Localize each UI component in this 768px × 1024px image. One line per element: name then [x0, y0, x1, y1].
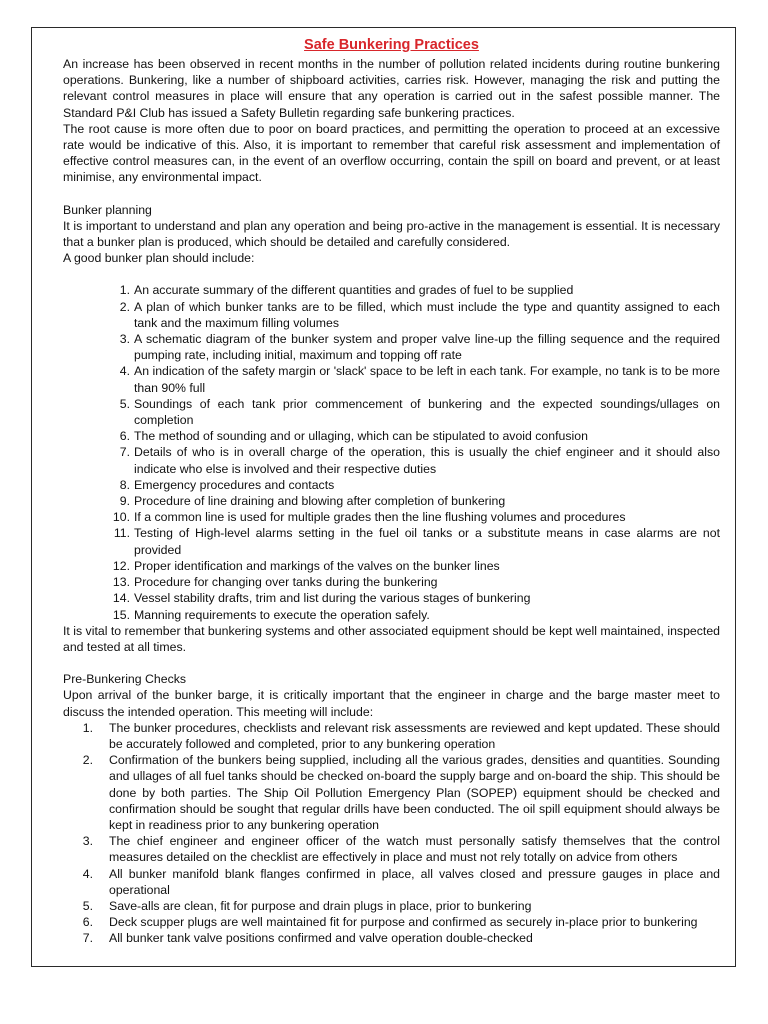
- list-item: [63, 833, 720, 865]
- list-item-text: Manning requirements to execute the operation safely.: [134, 607, 430, 622]
- list-item: [63, 282, 720, 298]
- list-item-text: Procedure for changing over tanks during the bunkering: [134, 575, 438, 590]
- list-number: 13.: [112, 575, 130, 590]
- list-item: [63, 525, 720, 557]
- list-item-text: If a common line is used for multiple grades then the line flushing volumes and procedures: [134, 510, 626, 525]
- list-item: [63, 477, 720, 493]
- list-item: [63, 574, 720, 590]
- list-number: 6.: [119, 429, 130, 444]
- list-item-text: Vessel stability drafts, trim and list during the various stages of bunkering: [134, 591, 531, 606]
- list-item: [63, 607, 720, 623]
- list-number: 9.: [119, 494, 130, 509]
- list-item-text: Testing of High-level alarms setting in the fuel oil tanks or a substitute means in case alarms are not provided: [134, 526, 720, 557]
- list-number: 4.: [119, 364, 130, 379]
- intro-paragraph-2: The root cause is more often due to poor on board practices, and permitting the operation to proceed at an excessive rate would be indicative of this. Also, it is important to remember that careful risk assessment and implementation of effective control measures can, in the event of an overflow occurring, contain the spill on board and prevent, or at least minimise, any environmental impact.: [63, 121, 720, 185]
- bunker-planning-closing: It is vital to remember that bunkering systems and other associated equipment should be kept well maintained, inspected and tested at all times.: [63, 623, 720, 654]
- list-item: [63, 396, 720, 428]
- list-number: 15.: [112, 607, 130, 622]
- list-item-text: The method of sounding and or ullaging, which can be stipulated to avoid confusion: [134, 429, 588, 444]
- list-item: [63, 493, 720, 509]
- list-number: 3.: [119, 332, 130, 347]
- list-item-text: Deck scupper plugs are well maintained fit for purpose and confirmed as securely in-place prior to bunkering: [109, 915, 698, 930]
- list-item: [63, 444, 720, 476]
- list-item: [63, 509, 720, 525]
- list-item-text: Confirmation of the bunkers being supplied, including all the various grades, densities and quantities. Sounding and ullages of all fuel tanks should be checked on-board the supply barge and on-board the ship. This should be done by both parties. The Ship Oil Pollution Emergency Plan (SOPEP) equipment should be checked and confirmation should be sought that regular drills have been conducted. The oil spill equipment should always be kept in readiness prior to any bunkering operation: [109, 753, 720, 832]
- list-number: 7.: [119, 445, 130, 460]
- document-body: [63, 36, 720, 947]
- list-item-text: All bunker manifold blank flanges confirmed in place, all valves closed and pressure gauges in place and operational: [109, 866, 720, 897]
- list-number: 2.: [119, 299, 130, 314]
- list-number: 5.: [82, 898, 93, 913]
- list-number: 1.: [82, 720, 93, 735]
- list-item-text: All bunker tank valve positions confirmed and valve operation double-checked: [109, 931, 533, 946]
- list-item: [63, 428, 720, 444]
- list-item-text: The chief engineer and engineer officer of the watch must personally satisfy themselves that the control measures detailed on the checklist are effectively in place and must not rely totally on advice from others: [109, 834, 720, 865]
- list-number: 14.: [112, 591, 130, 606]
- list-item-text: An indication of the safety margin or 'slack' space to be left in each tank. For example, no tank is to be more than 90% full: [134, 364, 720, 395]
- list-number: 11.: [113, 526, 130, 541]
- intro-paragraph-1: An increase has been observed in recent months in the number of pollution related incidents during routine bunkering operations. Bunkering, like a number of shipboard activities, carries risk. However, managing the risk and putting the relevant control measures in place will ensure that any operation is carried out in the safest possible manner. The Standard P&I Club has issued a Safety Bulletin regarding safe bunkering practices.: [63, 57, 720, 120]
- list-item-text: An accurate summary of the different quantities and grades of fuel to be supplied: [134, 283, 574, 298]
- list-number: 12.: [112, 558, 130, 573]
- list-item-text: The bunker procedures, checklists and relevant risk assessments are reviewed and kept updated. These should be accurately followed and completed, prior to any bunkering operation: [109, 720, 720, 751]
- list-number: 2.: [82, 753, 93, 768]
- list-item-text: Proper identification and markings of the valves on the bunker lines: [134, 558, 500, 573]
- bunker-planning-heading: Bunker planning: [63, 202, 152, 217]
- list-number: 3.: [82, 834, 93, 849]
- pre-bunkering-heading: Pre-Bunkering Checks: [63, 672, 187, 687]
- list-item-text: Details of who is in overall charge of the operation, this is usually the chief engineer and it should also indicate who else is involved and their respective duties: [134, 445, 720, 476]
- list-item: [63, 363, 720, 395]
- list-number: 6.: [82, 915, 93, 930]
- bunker-plan-intro: A good bunker plan should include:: [63, 251, 255, 266]
- list-item-text: Save-alls are clean, fit for purpose and drain plugs in place, prior to bunkering: [109, 898, 532, 913]
- list-item: [63, 299, 720, 331]
- list-number: 4.: [82, 866, 93, 881]
- pre-bunkering-paragraph: Upon arrival of the bunker barge, it is critically important that the engineer in charge and the barge master meet to discuss the intended operation. This meeting will include:: [63, 688, 720, 719]
- pre-bunkering-list: [63, 720, 720, 947]
- bunker-planning-paragraph: It is important to understand and plan any operation and being pro-active in the management is essential. It is necessary that a bunker plan is produced, which should be detailed and carefully considered.: [63, 218, 720, 250]
- list-number: 1.: [119, 283, 130, 298]
- list-item: [63, 930, 720, 946]
- list-item: [63, 752, 720, 833]
- list-item: [63, 866, 720, 898]
- document-title: Safe Bunkering Practices: [304, 37, 479, 53]
- list-number: 5.: [119, 396, 130, 411]
- list-number: 10.: [112, 510, 130, 525]
- list-item-text: A schematic diagram of the bunker system and proper valve line-up the filling sequence and the required pumping rate, including initial, maximum and topping off rate: [134, 332, 720, 363]
- list-item-text: Emergency procedures and contacts: [134, 477, 335, 492]
- bunker-plan-list: [63, 282, 720, 622]
- list-item: [63, 590, 720, 606]
- list-item: [63, 558, 720, 574]
- list-item: [63, 720, 720, 752]
- list-item: [63, 914, 720, 930]
- list-item: [63, 331, 720, 363]
- list-item-text: A plan of which bunker tanks are to be filled, which must include the type and quantity assigned to each tank and the maximum filling volumes: [134, 299, 720, 330]
- list-item-text: Soundings of each tank prior commencement of bunkering and the expected soundings/ullages on completion: [134, 396, 720, 428]
- list-number: 7.: [82, 931, 93, 946]
- list-item-text: Procedure of line draining and blowing after completion of bunkering: [134, 494, 506, 509]
- list-item: [63, 898, 720, 914]
- list-number: 8.: [119, 477, 130, 492]
